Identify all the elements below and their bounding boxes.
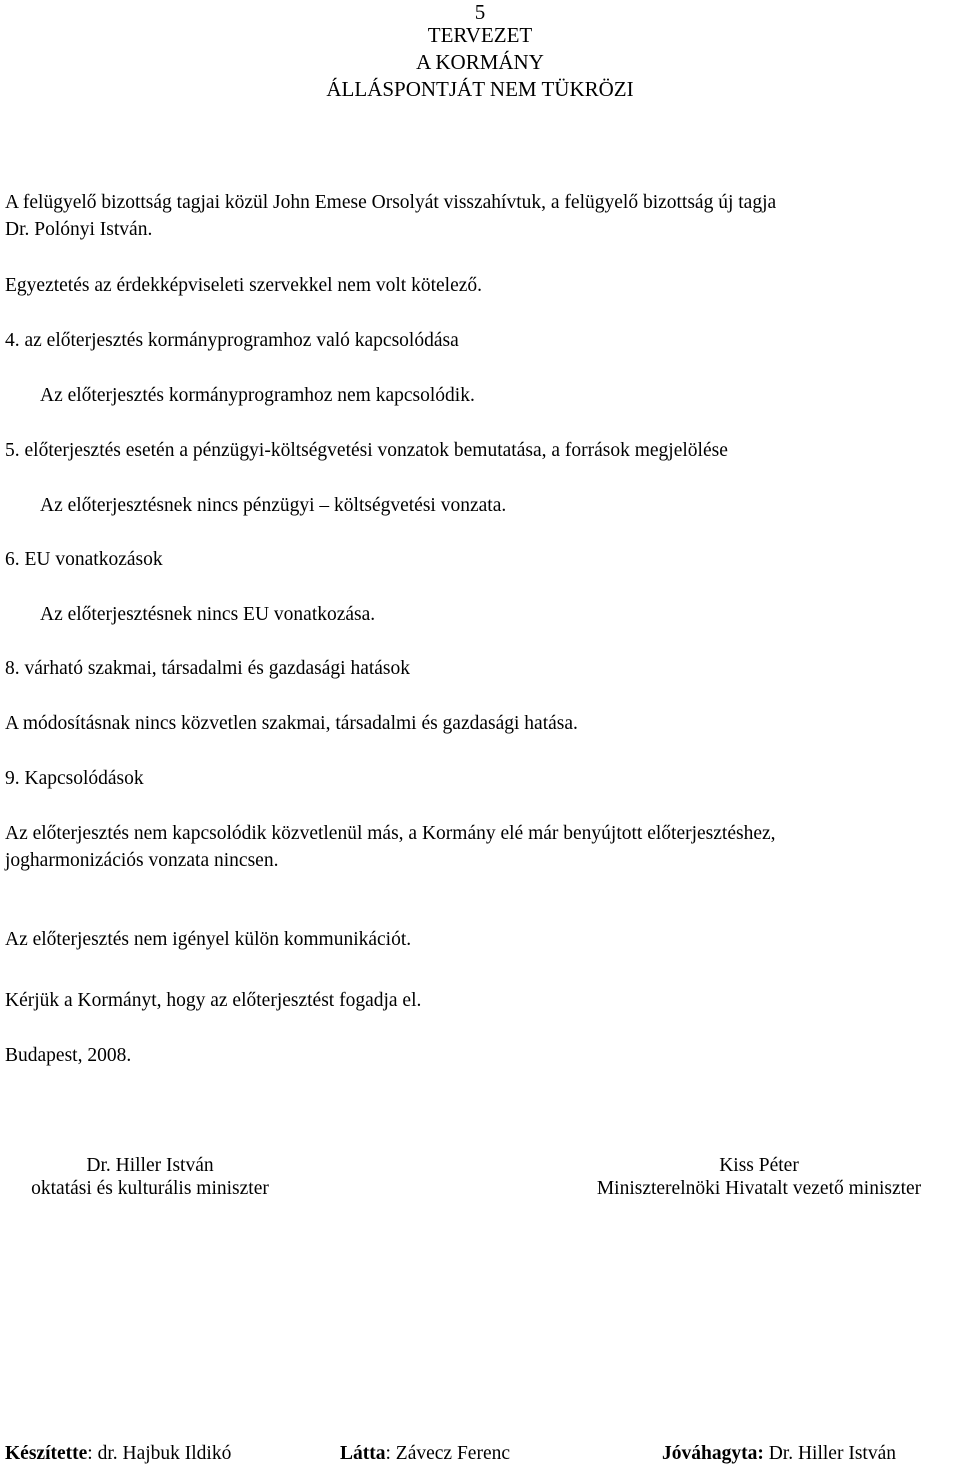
supervisory-paragraph-line1: A felügyelő bizottság tagjai közül John Emese Orsolyát visszahívtuk, a felügyelő bizottság új tagja xyxy=(5,192,777,213)
section-text: Az előterjesztésnek nincs EU vonatkozása. xyxy=(40,604,376,625)
section-heading: 8. várható szakmai, társadalmi és gazdasági hatások xyxy=(5,658,411,679)
signature-right xyxy=(560,1154,958,1201)
section-heading: 4. az előterjesztés kormányprogramhoz való kapcsolódása xyxy=(5,330,459,351)
prepared-label: Készítette xyxy=(5,1443,88,1464)
signatory-name: Dr. Hiller István xyxy=(86,1155,214,1176)
request-paragraph: Kérjük a Kormányt, hogy az előterjesztést fogadja el. xyxy=(5,990,422,1011)
consultation-paragraph: Egyeztetés az érdekképviseleti szervekkel nem volt kötelező. xyxy=(5,275,482,296)
section-text: Az előterjesztésnek nincs pénzügyi – költségvetési vonzata. xyxy=(40,495,507,516)
position-disclaimer: ÁLLÁSPONTJÁT NEM TÜKRÖZI xyxy=(326,77,634,101)
signatory-title: Miniszterelnöki Hivatalt vezető miniszter xyxy=(596,1178,922,1200)
section-heading: 5. előterjesztés esetén a pénzügyi-költségvetési vonzatok bemutatása, a források megjelölése xyxy=(5,440,728,461)
government-label: A KORMÁNY xyxy=(416,50,544,74)
footer-seen-by xyxy=(340,1442,510,1465)
approved-label: Jóváhagyta: xyxy=(662,1443,764,1464)
section-text: A módosításnak nincs közvetlen szakmai, társadalmi és gazdasági hatása. xyxy=(5,713,578,734)
place-date: Budapest, 2008. xyxy=(5,1045,132,1066)
section-heading: 6. EU vonatkozások xyxy=(5,549,163,570)
section-heading: 9. Kapcsolódások xyxy=(5,768,144,789)
footer-approved-by xyxy=(662,1442,896,1465)
draft-label: TERVEZET xyxy=(427,23,533,47)
section-text-line2: jogharmonizációs vonzata nincsen. xyxy=(5,850,279,871)
signature-left xyxy=(5,1154,295,1201)
supervisory-paragraph-line2: Dr. Polónyi István. xyxy=(5,219,153,240)
seen-label: Látta xyxy=(340,1443,386,1464)
approved-value: Dr. Hiller István xyxy=(763,1443,896,1464)
signatory-name: Kiss Péter xyxy=(719,1155,799,1176)
page-number: 5 xyxy=(474,0,486,24)
footer-prepared-by xyxy=(5,1442,231,1465)
seen-value: : Závecz Ferenc xyxy=(385,1443,511,1464)
prepared-value: : dr. Hajbuk Ildikó xyxy=(87,1443,232,1464)
section-text: Az előterjesztés kormányprogramhoz nem kapcsolódik. xyxy=(40,385,475,406)
signatory-title: oktatási és kulturális miniszter xyxy=(31,1178,269,1200)
communication-paragraph: Az előterjesztés nem igényel külön kommunikációt. xyxy=(5,929,412,950)
section-text-line1: Az előterjesztés nem kapcsolódik közvetlenül más, a Kormány elé már benyújtott előterjesztéshez, xyxy=(5,823,776,844)
